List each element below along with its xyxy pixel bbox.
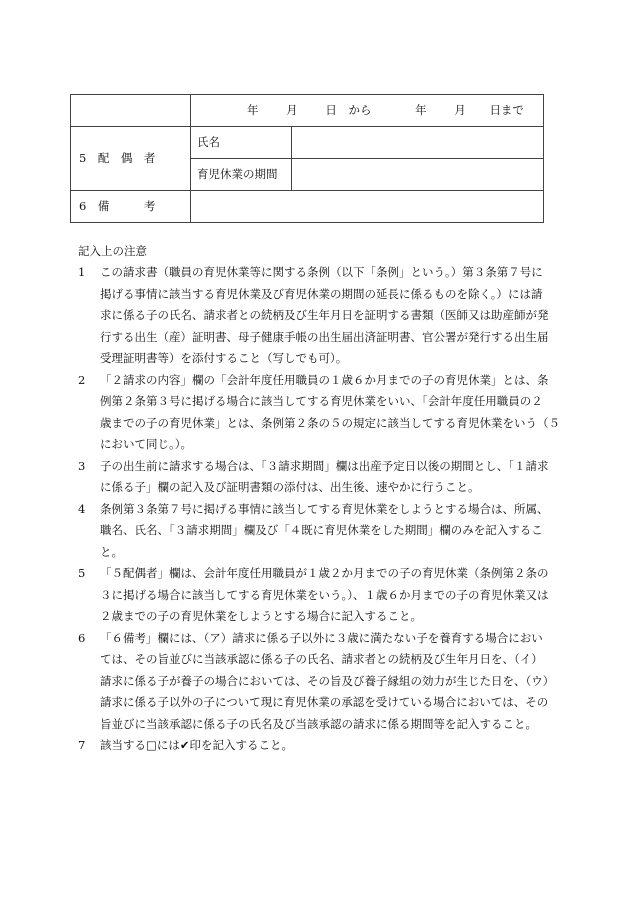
note-line: この請求書（職員の育児休業等に関する条例（以下「条例」という。）第３条第７号に: [100, 265, 543, 279]
note-line: 掲げる事情に該当する育児休業及び育児休業の期間の延長に係るものを除く。）には請: [100, 286, 543, 301]
note-number: 1: [78, 265, 86, 279]
note-line: において同じ。）。: [100, 437, 192, 451]
note-number: 6: [78, 630, 86, 645]
spouse-name-label: 氏名: [191, 127, 292, 159]
year-from: 年: [247, 102, 259, 117]
note-item: [78, 456, 554, 499]
note-number: 5: [78, 566, 86, 580]
note-line: 請求に係る子以外の子について現に育児休業の承認を受けている場合においては、その: [100, 695, 549, 709]
note-line: 該当する□には✔印を記入すること。: [100, 738, 293, 752]
year-to: 年: [415, 102, 427, 117]
note-line: 「６備考」欄には、（ア）請求に係る子以外に３歳に満たない子を養育する場合におい: [100, 630, 543, 645]
note-line: 受理証明書等）を添付すること（写しでも可）。: [100, 351, 348, 365]
spouse-name-row: [71, 127, 544, 159]
note-line: ３に掲げる場合に該当してする育児休業をいう。）、１歳６か月までの子の育児休業又は: [100, 587, 549, 602]
note-line: と。: [100, 544, 123, 559]
spouse-leave-period-label: 育児休業の期間: [191, 159, 292, 191]
from-label: から: [348, 102, 372, 117]
note-line: ては、その旨並びに当該承認に係る子の氏名、請求者との続柄及び生年月日を、（イ）: [100, 652, 543, 666]
note-item: [78, 735, 554, 757]
spouse-label: 5 配 偶 者: [71, 127, 191, 191]
month-from: 月: [286, 102, 298, 117]
note-line: 「２請求の内容」欄の「会計年度任用職員の１歳６か月までの子の育児休業」とは、条: [100, 372, 549, 387]
note-item: [78, 262, 554, 370]
leave-period-row: [71, 95, 544, 127]
remarks-row: [71, 191, 544, 223]
notes-list: [78, 262, 560, 757]
period-range-cell[interactable]: [191, 95, 544, 127]
note-item: [78, 499, 554, 564]
day-from: 日: [325, 102, 337, 117]
note-number: 2: [78, 372, 86, 387]
note-line: 条例第３条第７号に掲げる事情に該当してする育児休業をしようとする場合は、所属、: [100, 501, 549, 516]
note-line: 歳までの子の育児休業」とは、条例第２条の５の規定に該当してする育児休業をいう（５: [100, 415, 560, 430]
note-line: 旨並びに当該承認に係る子の氏名及び当該承認の請求に係る期間等を記入すること。: [100, 716, 537, 731]
note-line: 「５配偶者」欄は、会計年度任用職員が１歳２か月までの子の育児休業（条例第２条の: [100, 566, 549, 580]
note-number: 7: [78, 738, 86, 752]
blank-cell: [71, 95, 191, 127]
note-line: 求に係る子の氏名、請求者との続柄及び生年月日を証明する書類（医師又は助産師が発: [100, 308, 549, 322]
note-line: 職名、氏名、「３請求期間」欄及び「４既に育児休業をした期間」欄のみを記入するこ: [100, 523, 543, 537]
month-to: 月: [454, 102, 466, 117]
notes-section: [78, 240, 560, 757]
note-number: 3: [78, 458, 86, 473]
spouse-leave-period-field[interactable]: [292, 159, 544, 191]
notes-title: 記入上の注意: [78, 244, 147, 258]
remarks-label: 6 備 考: [71, 191, 191, 223]
note-line: 例第２条第３号に掲げる場合に該当してする育児休業をいい、「会計年度任用職員の２: [100, 394, 543, 408]
remarks-field[interactable]: [191, 191, 544, 223]
note-line: 請求に係る子が養子の場合においては、その旨及び養子縁組の効力が生じた日を、（ウ）: [100, 673, 555, 688]
note-number: 4: [78, 501, 86, 516]
spouse-name-field[interactable]: [292, 127, 544, 159]
day-until: 日まで: [489, 102, 524, 117]
spouse-remarks-table: [70, 94, 544, 223]
note-line: 子の出生前に請求する場合は、「３請求期間」欄は出産予定日以後の期間とし、「１請求: [100, 458, 549, 473]
note-line: 行する出生（産）証明書、母子健康手帳の出生届出済証明書、官公署が発行する出生届: [100, 329, 549, 344]
note-item: [78, 370, 560, 456]
note-line: に係る子」欄の記入及び証明書類の添付は、出生後、速やかに行うこと。: [100, 480, 480, 494]
note-line: ２歳までの子の育児休業をしようとする場合に記入すること。: [100, 609, 422, 623]
note-item: [78, 628, 554, 736]
note-item: [78, 563, 554, 628]
